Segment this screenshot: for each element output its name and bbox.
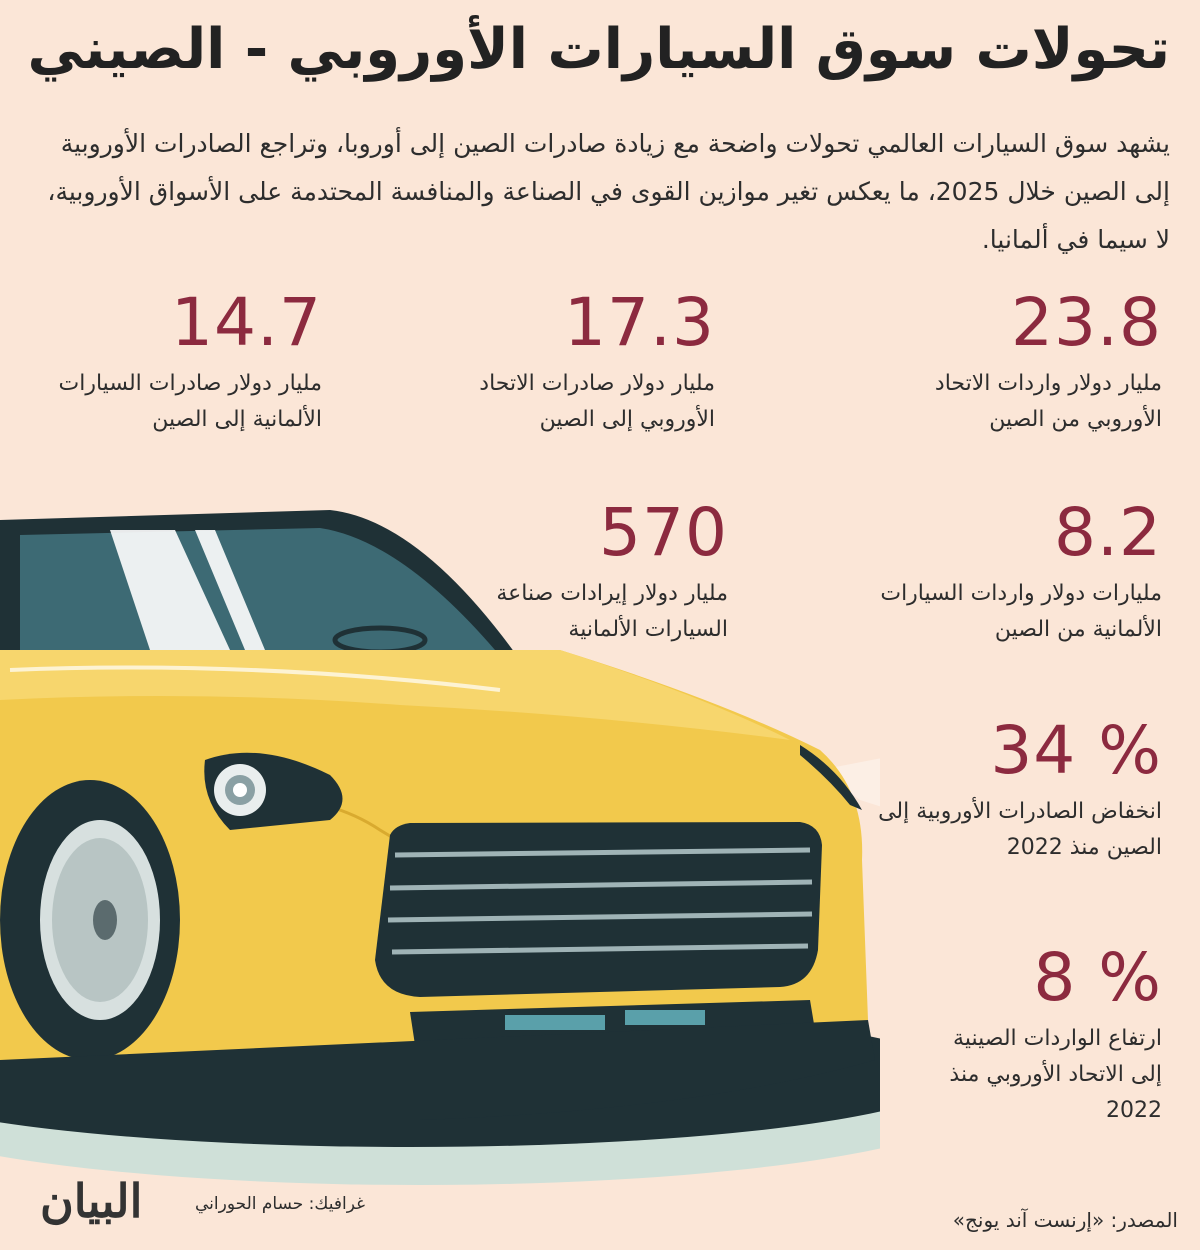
stat-value: 34 % [990,712,1162,789]
stat-label: مليار دولار صادرات الاتحاد الأوروبي إلى الصين [479,371,715,432]
car-illustration [0,494,880,1190]
stat-eu-exports [435,284,715,438]
stat-eu-imports [862,284,1162,438]
stat-label: ارتفاع الواردات الصينية إلى الاتحاد الأوروبي منذ 2022 [949,1026,1162,1123]
stat-label: مليارات دولار واردات السيارات الألمانية من الصين [880,581,1162,642]
stat-label: مليار دولار صادرات السيارات الألمانية إلى الصين [58,371,322,432]
windshield [20,528,495,650]
stat-label: انخفاض الصادرات الأوروبية إلى الصين منذ 2022 [878,799,1162,860]
stat-value: 8 % [1033,939,1162,1016]
stat-china-imports-rise [942,939,1162,1129]
stat-value: 8.2 [1054,494,1162,571]
newspaper-logo: البيان [40,1174,143,1228]
stat-value: 17.3 [564,284,715,361]
stat-label: مليار دولار واردات الاتحاد الأوروبي من الصين [934,371,1162,432]
page-title: تحولات سوق السيارات الأوروبي - الصيني [27,17,1170,82]
intro-paragraph: يشهد سوق السيارات العالمي تحولات واضحة مع زيادة صادرات الصين إلى أوروبا، وتراجع الصادرات الأوروبية إلى الصين خلال 2025، ما يعكس تغير موازين القوى في الصناعة والمنافسة المحتدمة على الأسواق الأوروبية، لا سيما في ألمانيا. [47,129,1170,254]
stat-eu-exports-drop [872,712,1162,866]
stat-value: 14.7 [171,284,322,361]
credit-text: غرافيك: حسام الحوراني [195,1194,365,1214]
stat-german-imports [862,494,1162,648]
stat-german-exports [32,284,322,438]
stat-value: 570 [599,494,728,571]
source-text: المصدر: «إرنست آند يونج» [952,1208,1178,1232]
stat-label: مليار دولار إيرادات صناعة السيارات الألمانية [496,581,728,642]
stat-value: 23.8 [1011,284,1162,361]
